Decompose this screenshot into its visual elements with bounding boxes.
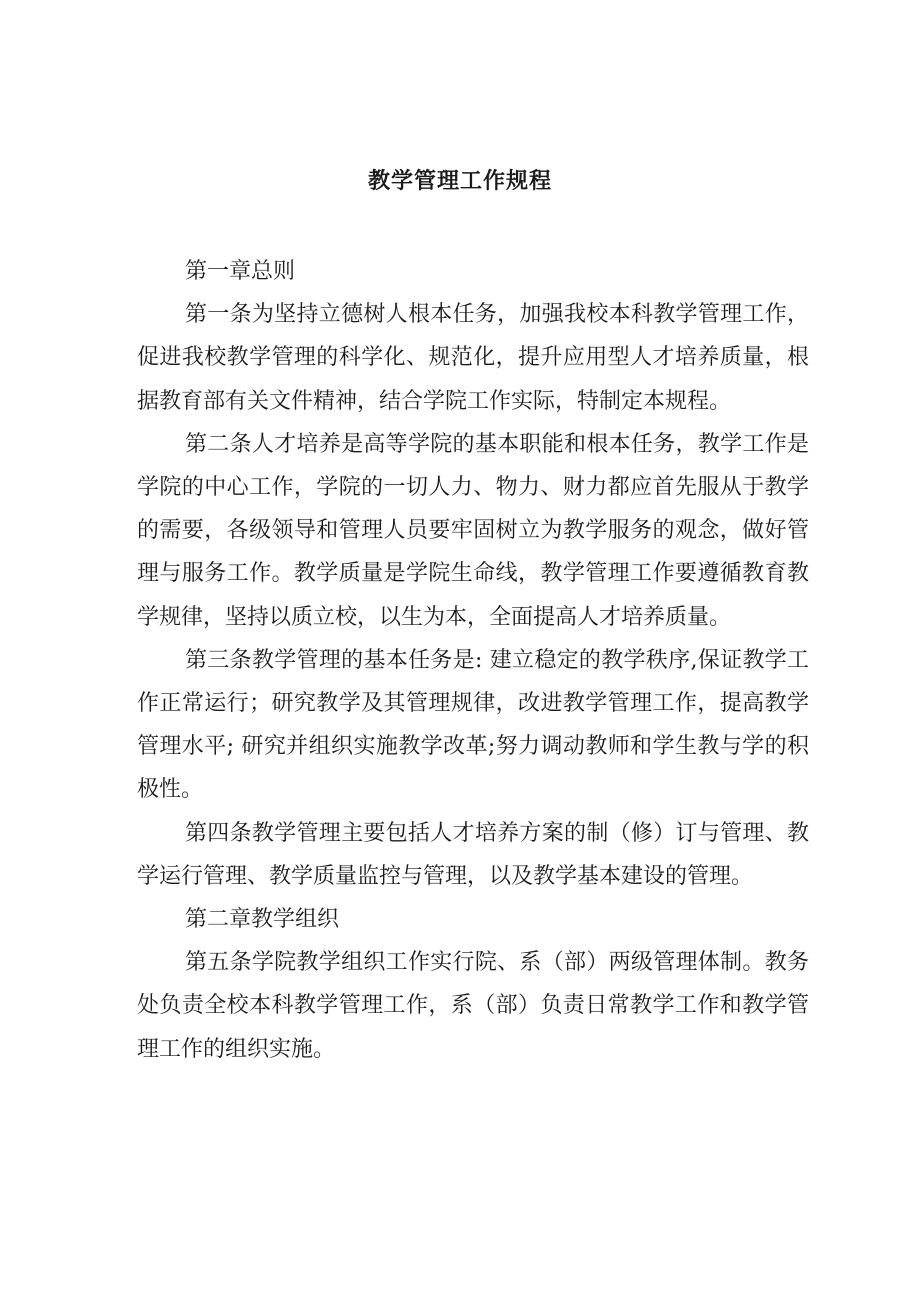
document-body xyxy=(137,250,809,1071)
article-paragraph: 第四条教学管理主要包括人才培养方案的制（修）订与管理、教学运行管理、教学质量监控与管理，以及教学基本建设的管理。 xyxy=(137,820,809,889)
article-paragraph: 第一条为坚持立德树人根本任务，加强我校本科教学管理工作，促进我校教学管理的科学化、规范化，提升应用型人才培养质量，根据教育部有关文件精神，结合学院工作实际，特制定本规程。 xyxy=(137,302,809,414)
chapter-heading: 第一章总则 xyxy=(185,259,296,284)
article-paragraph: 第三条教学管理的基本任务是: 建立稳定的教学秩序,保证教学工作正常运行；研究教学及其管理规律，改进教学管理工作，提高教学管理水平; 研究并组织实施教学改革;努力调动教师和学生教与学的积极性。 xyxy=(137,647,809,803)
document-title: 教学管理工作规程 xyxy=(367,168,552,194)
article-paragraph: 第二条人才培养是高等学院的基本职能和根本任务，教学工作是学院的中心工作，学院的一切人力、物力、财力都应首先服从于教学的需要，各级领导和管理人员要牢固树立为教学服务的观念，做好管理与服务工作。教学质量是学院生命线，教学管理工作要遵循教育教学规律，坚持以质立校，以生为本，全面提高人才培养质量。 xyxy=(137,431,809,630)
article-paragraph: 第五条学院教学组织工作实行院、系（部）两级管理体制。教务处负责全校本科教学管理工作，系（部）负责日常教学工作和教学管理工作的组织实施。 xyxy=(137,950,809,1062)
chapter-heading: 第二章教学组织 xyxy=(185,907,340,933)
